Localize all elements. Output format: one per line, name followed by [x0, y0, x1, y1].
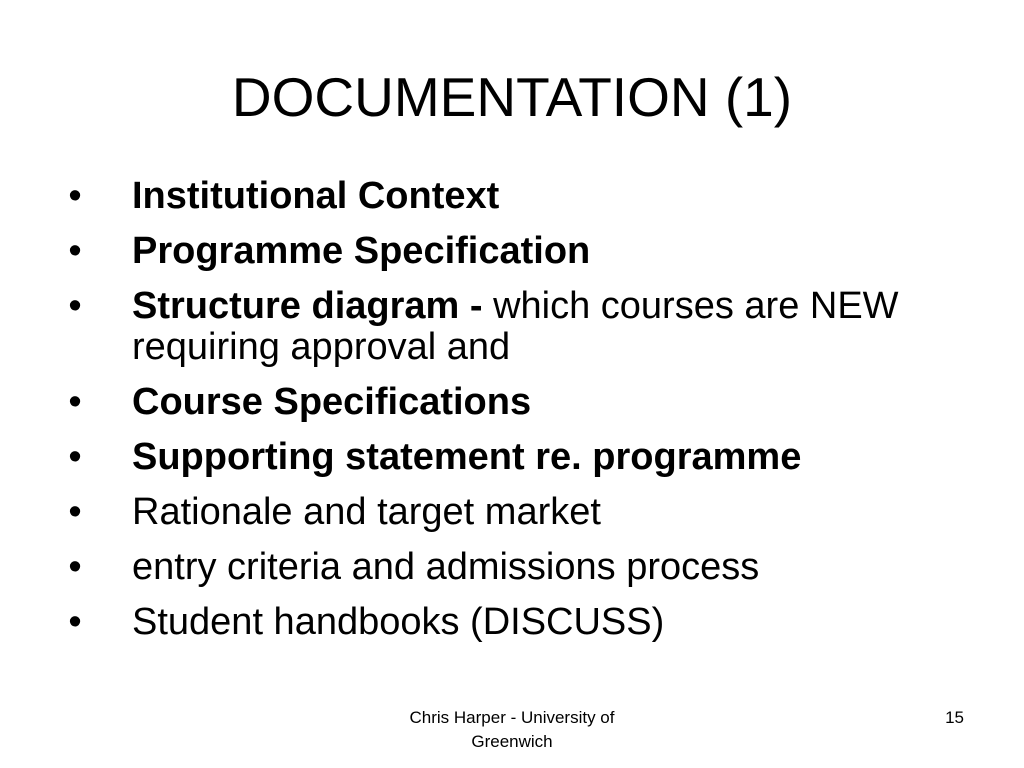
bullet-bold-text: Course Specifications [132, 381, 532, 423]
page-number: 15 [945, 708, 964, 727]
bullet-marker: • [68, 491, 82, 533]
slide-title: DOCUMENTATION (1) [231, 66, 793, 128]
bullet-marker: • [68, 601, 82, 643]
list-item [60, 176, 980, 217]
bullet-marker: • [68, 381, 82, 423]
bullet-bold-text: Structure diagram - [132, 285, 494, 327]
list-item [60, 437, 980, 478]
bullet-marker: • [68, 285, 82, 327]
bullet-list [60, 176, 980, 657]
list-item [60, 602, 980, 643]
bullet-bold-text: Programme Specification [132, 230, 591, 272]
bullet-marker: • [68, 436, 82, 478]
list-item [60, 286, 980, 368]
bullet-marker: • [68, 546, 82, 588]
list-item [60, 382, 980, 423]
bullet-text: entry criteria and admissions process [132, 546, 760, 588]
footer-author-line2: Greenwich [471, 732, 553, 751]
bullet-marker: • [68, 175, 82, 217]
bullet-marker: • [68, 230, 82, 272]
bullet-text: Student handbooks (DISCUSS) [132, 601, 665, 643]
bullet-text: Rationale and target market [132, 491, 601, 533]
bullet-bold-text: Supporting statement re. programme [132, 436, 802, 478]
bullet-bold-text: Institutional Context [132, 175, 500, 217]
footer-author [362, 706, 662, 754]
list-item [60, 547, 980, 588]
list-item [60, 492, 980, 533]
list-item [60, 231, 980, 272]
bullet-text: which courses are NEW requiring approval and [132, 285, 899, 368]
footer-author-line1: Chris Harper - University of [409, 708, 615, 727]
